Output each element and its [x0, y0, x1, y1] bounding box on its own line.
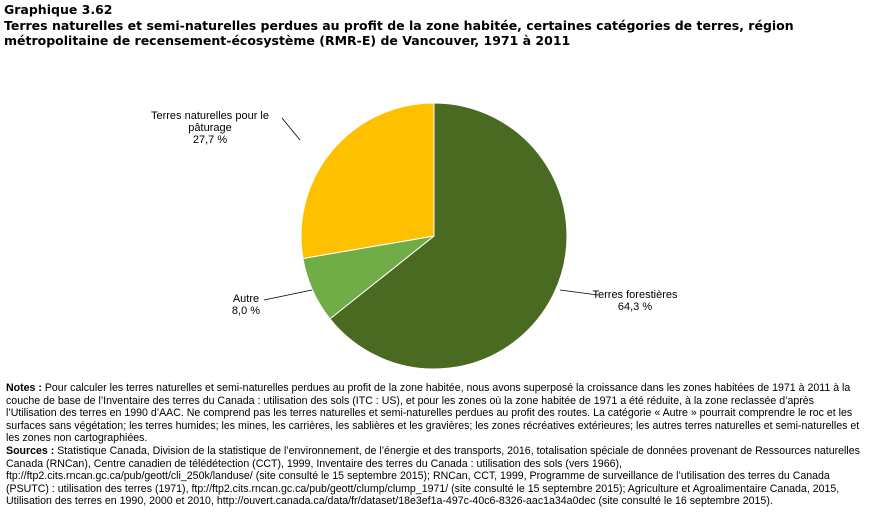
sources-label: Sources : [6, 444, 55, 457]
slice-name-label-1: Autre [232, 293, 260, 305]
pie-slice-2 [301, 103, 434, 258]
slice-name-label-2: Terres naturelles pour le [150, 110, 270, 122]
slice-value-label-2: 27,7 % [192, 134, 228, 146]
slice-value-label-0: 64,3 % [617, 301, 653, 313]
chart-number: Graphique 3.62 [4, 2, 113, 17]
pie-slices [301, 103, 567, 369]
chart-footnotes [6, 382, 864, 508]
notes-label: Notes : [6, 382, 42, 394]
sources-paragraph [6, 445, 864, 508]
slice-value-label-1: 8,0 % [231, 305, 261, 317]
leader-line-2 [282, 118, 300, 140]
notes-text: Pour calculer les terres naturelles et semi-naturelles perdues au profit de la zone habitée, nous avons superposé la croissance dans les zones habitées de 1971 à 2011 à la couche de base de l’Inventaire des terres du Canada : utilisation des sols (ITC : US), et pour les zones où la zone habitée de 1971 a été réduite, à la zone reclassée d’après l’Utilisation des terres en 1990 d’AAC. Ne comprend pas les terres naturelles et semi-naturelles perdues au profit des routes. La catégorie « Autre » pourrait comprendre le roc et les surfaces sans végétation; les terres humides; les mines, les carrières, les sablières et les gravières; les zones récréatives extérieures; les autres terres naturelles et semi-naturelles et les zones non cartographiées. [6, 382, 860, 445]
slice-name-label-0: Terres forestières [592, 289, 678, 301]
chart-title: Terres naturelles et semi-naturelles perdues au profit de la zone habitée, certaines catégories de terres, région métropolitaine de recensement-écosystème (RMR-E) de Vancouver, 1971 à 2011 [4, 18, 794, 48]
leader-line-1 [264, 290, 312, 300]
notes-paragraph [6, 382, 864, 445]
sources-text: Statistique Canada, Division de la statistique de l’environnement, de l’énergie et des transports, 2016, totalisation spéciale de données provenant de Ressources naturelles Canada (RNCan), Centre canadien de télédétection (CCT), 1999, Inventaire des terres du Canada : utilisation des sols (vers 1966), ftp://ftp2.cits.rncan.gc.ca/pub/geott/cli_250k/landuse/ (site consulté le 15 septembre 2015); RNCan, CCT, 1999, Programme de surveillance de l’utilisation des terres du Canada (PSUTC) : utilisation des terres (1971), ftp://ftp2.cits.rncan.gc.ca/pub/geott/clump/clump_1971/ (site consulté le 15 septembre 2015); Agriculture et Agroalimentaire Canada, 2015, Utilisation des terres en 1990, 2000 et 2010, http://ouvert.canada.ca/data/fr/dataset/18e3ef1a-497c-40c6-8326-aac1a34a0dec (site consulté le 16 septembre 2015). [6, 444, 860, 508]
slice-name-label-2: pâturage [188, 122, 232, 134]
